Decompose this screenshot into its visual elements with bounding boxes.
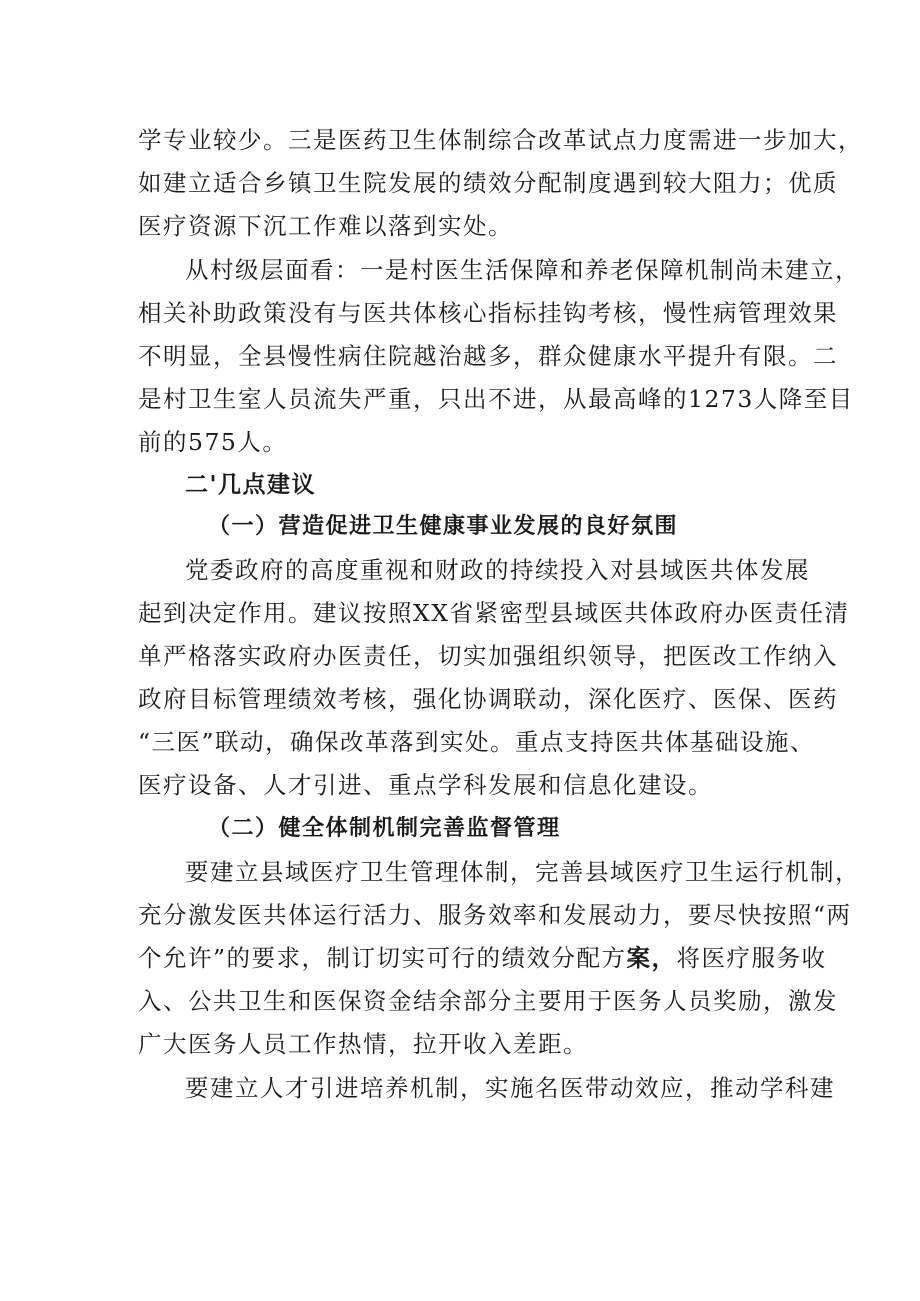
paragraph-line: 医疗资源下沉工作难以落到实处。 (138, 212, 513, 240)
subsection-heading: （一）营造促进卫生健康事业发展的良好氛围 (208, 514, 679, 539)
paragraph-line: 要建立人才引进培养机制，实施名医带动效应，推动学科建 (185, 1074, 835, 1102)
paragraph-line: 起到决定作用。建议按照XX省紧密型县域医共体政府办医责任清 (138, 599, 850, 627)
text-run: 将医疗服务收 (676, 944, 827, 972)
subsection-heading: （二）健全体制机制完善监督管理 (208, 816, 561, 841)
paragraph-line: 如建立适合乡镇卫生院发展的绩效分配制度遇到较大阻力；优质 (138, 169, 838, 197)
paragraph-line: 要建立县域医疗卫生管理体制，完善县域医疗卫生运行机制， (185, 858, 860, 886)
paragraph-line: 政府目标管理绩效考核，强化协调联动，深化医疗、医保、医药 (138, 685, 838, 713)
paragraph-line: 医疗设备、人才引进、重点学科发展和信息化建设。 (138, 771, 713, 799)
paragraph-line: 广大医务人员工作热情，拉开收入差距。 (138, 1030, 588, 1058)
paragraph-line: 前的575人。 (138, 428, 288, 456)
paragraph-line: 学专业较少。三是医药卫生体制综合改革试点力度需进一步加大， (138, 126, 863, 154)
paragraph-line: 党委政府的高度重视和财政的持续投入对县域医共体发展 (185, 556, 810, 584)
paragraph-line: 入、公共卫生和医保资金结余部分主要用于医务人员奖励，激发 (138, 987, 838, 1015)
paragraph-line: “三医”联动，确保改革落到实处。重点支持医共体基础设施、 (138, 728, 816, 756)
paragraph-line (138, 942, 827, 974)
text-run: 个允许”的要求，制订切实可行的绩效分配方 (138, 944, 627, 972)
bold-text-run: 案， (626, 944, 677, 972)
paragraph-line: 充分激发医共体运行活力、服务效率和发展动力，要尽快按照“两 (138, 901, 852, 929)
paragraph-line: 是村卫生室人员流失严重，只出不进，从最高峰的1273人降至目 (138, 385, 854, 413)
section-heading: 二'几点建议 (185, 472, 317, 498)
paragraph-line: 从村级层面看：一是村医生活保障和养老保障机制尚未建立， (185, 256, 860, 284)
paragraph-line: 相关补助政策没有与医共体核心指标挂钩考核，慢性病管理效果 (138, 299, 838, 327)
paragraph-line: 单严格落实政府办医责任，切实加强组织领导，把医改工作纳入 (138, 642, 838, 670)
paragraph-line: 不明显，全县慢性病住院越治越多，群众健康水平提升有限。二 (138, 342, 838, 370)
